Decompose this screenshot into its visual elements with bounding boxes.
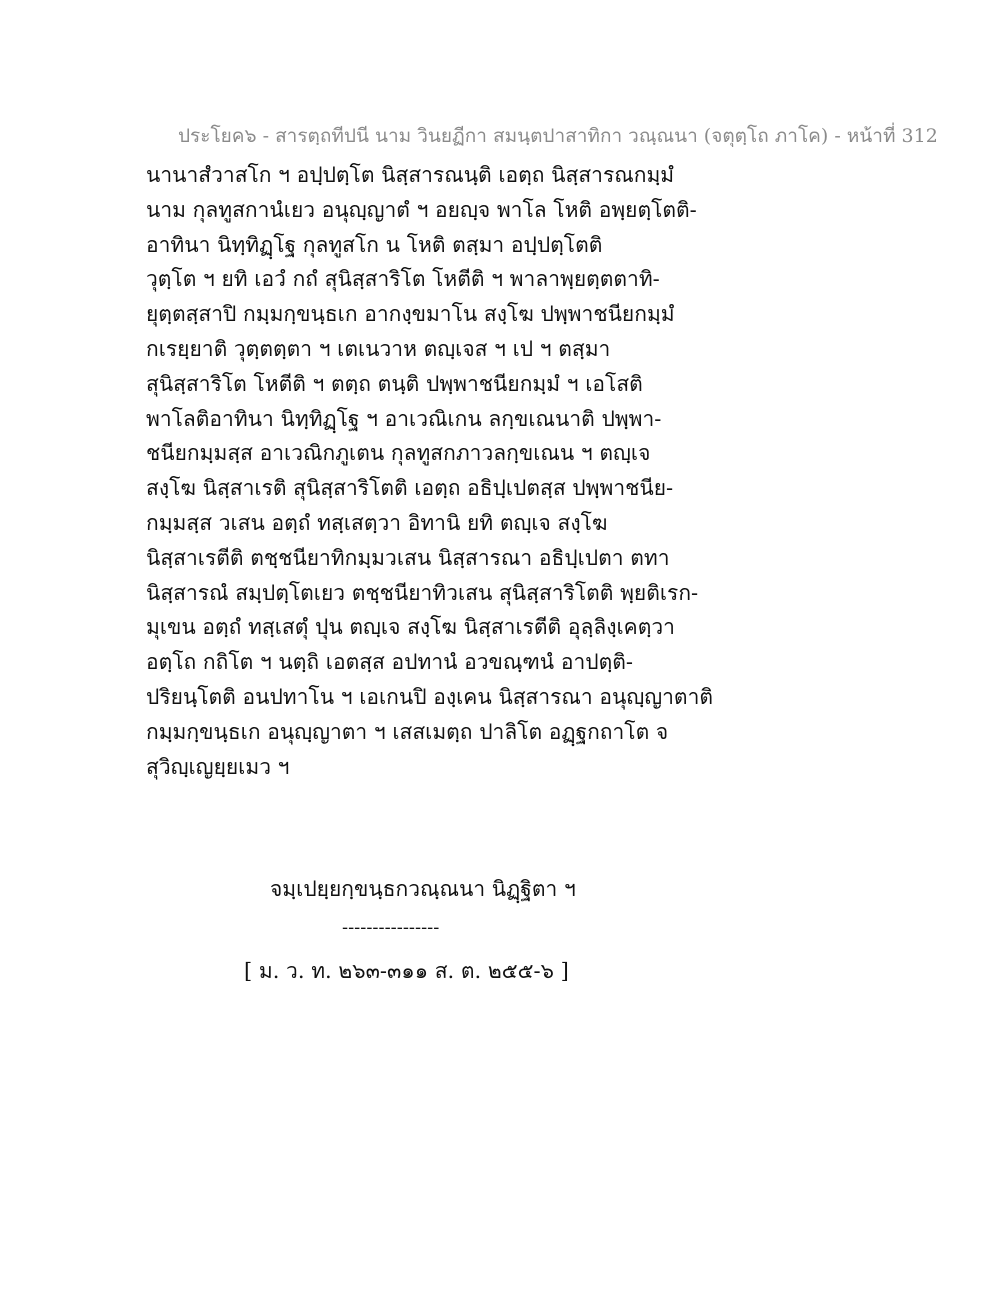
running-header: ประโยค๖ - สารตฺถทีปนี นาม วินยฏีกา สมนฺตปาสาทิกา วณฺณนา (จตุตฺโถ ภาโค) - หน้าที่ 312 <box>178 125 938 147</box>
text-line: นิสฺสารณํ สมฺปตฺโตเยว ตชฺชนียาทิวเสน สุนิสฺสาริโตติ พฺยติเรก- <box>146 580 699 605</box>
text-line: อตฺโถ กถิโต ฯ นตฺถิ เอตสฺส อปทานํ อวขณฺฑนํ อาปตฺติ- <box>146 650 633 675</box>
text-line: นาม กุลทูสกานํเยว อนุญฺญาตํ ฯ อยญฺจ พาโล โหติ อพฺยตฺโตติ- <box>146 197 697 222</box>
text-line: อาทินา นิทฺทิฏฺโฐ กุลทูสโก น โหติ ตสฺมา อปฺปตฺโตติ <box>146 232 603 257</box>
text-line: สุวิญฺเญยฺยเมว ฯ <box>146 754 290 779</box>
text-line: นิสฺสาเรตีติ ตชฺชนียาทิกมฺมวเสน นิสฺสารณา อธิปฺเปตา ตทา <box>146 545 670 570</box>
text-line: มุเขน อตฺถํ ทสฺเสตุํ ปุน ตญฺเจ สงฺโฆ นิสฺสาเรตีติ อุลฺลิงฺเคตฺวา <box>146 615 675 640</box>
text-line: พาโลติอาทินา นิทฺทิฏฺโฐ ฯ อาเวณิเกน ลกฺขเณนาติ ปพฺพา- <box>146 406 662 431</box>
text-line: กมฺมสฺส วเสน อตฺถํ ทสฺเสตฺวา อิทานิ ยทิ ตญฺเจ สงฺโฆ <box>146 510 608 535</box>
text-line: วุตฺโต ฯ ยทิ เอวํ กถํ สุนิสฺสาริโต โหตีติ ฯ พาลาพฺยตฺตตาทิ- <box>146 267 660 292</box>
text-line: กมฺมกฺขนฺธเก อนุญฺญาตา ฯ เสสเมตฺถ ปาลิโต อฏฺฐกถาโต จ <box>146 719 669 744</box>
text-line: ชนียกมฺมสฺส อาเวณิกภูเตน กุลทูสกภาวลกฺขเณน ฯ ตญฺเจ <box>146 441 651 466</box>
text-line: สุนิสฺสาริโต โหตีติ ฯ ตตฺถ ตนฺติ ปพฺพาชนียกมฺมํ ฯ เอโสติ <box>146 371 643 396</box>
text-line: กเรยฺยาติ วุตฺตตฺตา ฯ เตเนวาห ตญฺเจส ฯ เป ฯ ตสฺมา <box>146 336 611 361</box>
text-line: ปริยนฺโตติ อนปทาโน ฯ เอเกนปิ องฺเคน นิสฺสารณา อนุญฺญาตาติ <box>146 684 713 709</box>
section-divider: ---------------- <box>342 917 440 938</box>
closing-title: จมฺเปยฺยกฺขนฺธกวณฺณนา นิฏฺฐิตา ฯ <box>270 877 576 901</box>
body-text <box>146 158 713 784</box>
source-reference: [ ม. ว. ท. ๒๖๓-๓๑๑ ส. ต. ๒๕๕-๖ ] <box>244 959 569 983</box>
text-line: สงฺโฆ นิสฺสาเรติ สุนิสฺสาริโตติ เอตฺถ อธิปฺเปตสฺส ปพฺพาชนีย- <box>146 476 674 501</box>
text-line: ยุตฺตสฺสาปิ กมฺมกฺขนฺธเก อากงฺขมาโน สงฺโฆ ปพฺพาชนียกมฺมํ <box>146 302 675 327</box>
text-line: นานาสํวาสโก ฯ อปฺปตฺโต นิสฺสารณนฺติ เอตฺถ นิสฺสารณกมฺมํ <box>146 163 675 187</box>
